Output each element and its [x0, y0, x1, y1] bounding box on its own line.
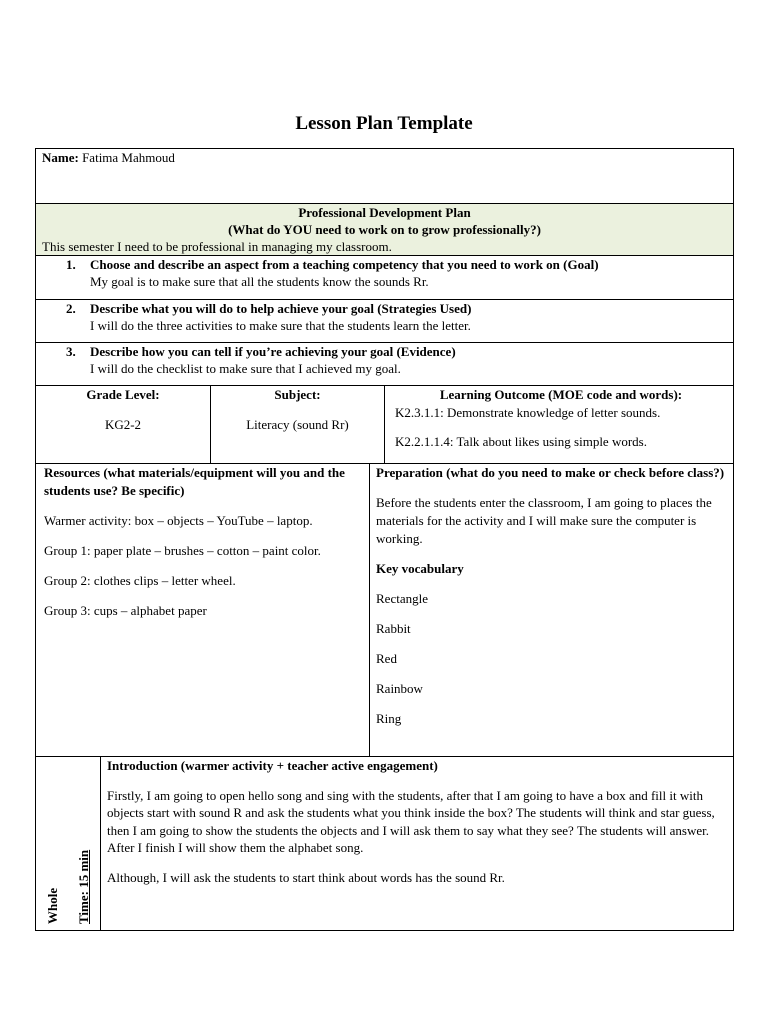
name-label: Name:: [42, 150, 79, 165]
item-heading: Choose and describe an aspect from a teaching competency that you need to work on (Goal): [90, 257, 599, 272]
vocab-word: Rainbow: [376, 681, 423, 696]
outcome-cell: [384, 385, 734, 464]
page-title: Lesson Plan Template: [295, 113, 473, 134]
pd-plan-header: [35, 203, 734, 256]
intro-side-cell: [35, 756, 101, 931]
vocab-word: Rabbit: [376, 621, 411, 636]
introduction-heading: Introduction (warmer activity + teacher active engagement): [107, 758, 438, 773]
name-value: Fatima Mahmoud: [82, 150, 175, 165]
evidence-item: [35, 342, 734, 386]
vocab-word: Red: [376, 651, 397, 666]
outcome-label: Learning Outcome (MOE code and words):: [439, 387, 683, 402]
introduction-cell: [100, 756, 734, 931]
pd-plan-statement: This semester I need to be professional in managing my classroom.: [42, 239, 392, 254]
whole-label: Whole: [45, 887, 60, 924]
grade-cell: [35, 385, 211, 464]
resources-cell: [35, 463, 370, 757]
pd-plan-heading: Professional Development Plan: [298, 205, 471, 220]
item-heading: Describe how you can tell if you’re achieving your goal (Evidence): [90, 344, 456, 359]
resource-line: Warmer activity: box – objects – YouTube – laptop.: [44, 513, 313, 528]
subject-value: Literacy (sound Rr): [246, 417, 349, 432]
introduction-paragraph: Firstly, I am going to open hello song and sing with the students, after that I am going to have a box and fill it with objects start with sound R and ask the students what you think inside the box? The students will think and star guess, then I am going to show the students the objects and I will ask them to say what they see? The students will answer. After I finish I will show them the alphabet song.: [107, 787, 715, 855]
resource-line: Group 3: cups – alphabet paper: [44, 603, 207, 618]
resource-line: Group 2: clothes clips – letter wheel.: [44, 573, 236, 588]
strategies-item: [35, 299, 734, 343]
vocab-word: Rectangle: [376, 591, 428, 606]
preparation-text: Before the students enter the classroom, I am going to places the materials for the activity and I will make sure the computer is working.: [376, 495, 712, 546]
resource-line: Group 1: paper plate – brushes – cotton – paint color.: [44, 543, 321, 558]
subject-label: Subject:: [274, 387, 321, 402]
vocab-word: Ring: [376, 711, 402, 726]
item-number: 2.: [66, 301, 76, 316]
resources-heading: Resources (what materials/equipment will you and the students use? Be specific): [44, 465, 345, 498]
grade-value: KG2-2: [104, 417, 142, 432]
item-answer: I will do the three activities to make sure that the students learn the letter.: [90, 318, 471, 333]
goal-item: [35, 255, 734, 300]
preparation-heading: Preparation (what do you need to make or check before class?): [376, 465, 725, 480]
item-answer: I will do the checklist to make sure that I achieved my goal.: [90, 361, 401, 376]
preparation-cell: [369, 463, 734, 757]
time-label: Time: 15 min: [76, 849, 91, 924]
key-vocabulary-label: Key vocabulary: [376, 561, 464, 576]
introduction-paragraph: Although, I will ask the students to start think about words has the sound Rr.: [107, 869, 505, 885]
subject-cell: [210, 385, 385, 464]
name-row: [35, 148, 734, 204]
outcome-value: K2.3.1.1: Demonstrate knowledge of letter sounds.: [395, 405, 661, 420]
item-number: 1.: [66, 257, 76, 272]
item-number: 3.: [66, 344, 76, 359]
item-heading: Describe what you will do to help achieve your goal (Strategies Used): [90, 301, 472, 316]
grade-label: Grade Level:: [86, 387, 160, 402]
item-answer: My goal is to make sure that all the students know the sounds Rr.: [90, 274, 429, 289]
pd-plan-subheading: (What do YOU need to work on to grow professionally?): [228, 222, 541, 237]
outcome-value: K2.2.1.1.4: Talk about likes using simple words.: [395, 434, 647, 449]
